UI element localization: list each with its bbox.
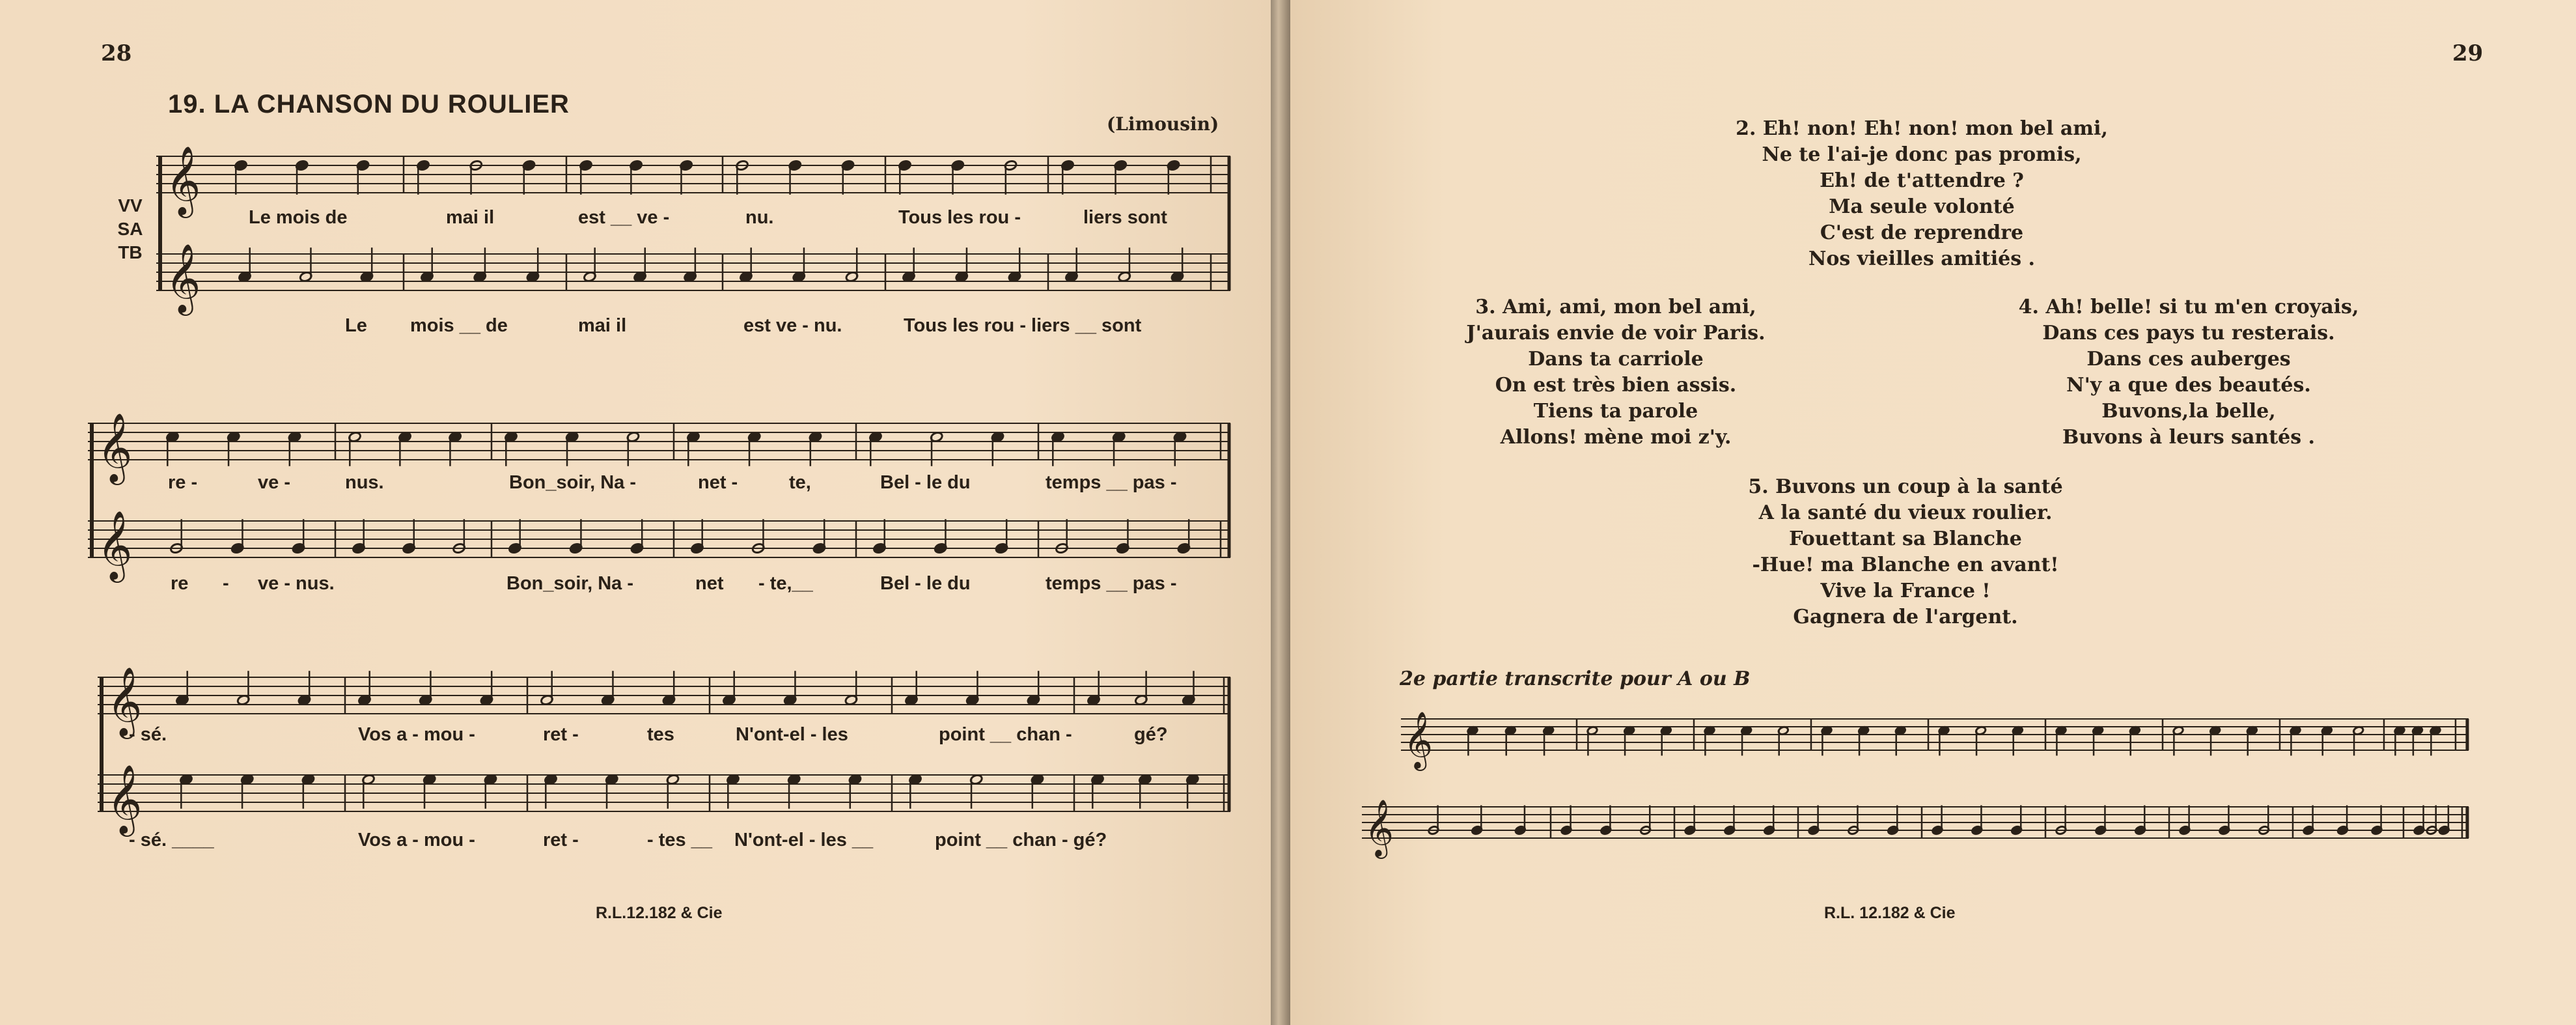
lyric-s3-upper-4: tes bbox=[647, 724, 674, 745]
verse-line: Buvons à leurs santés . bbox=[2062, 426, 2315, 449]
verse-line: 2. Eh! non! Eh! non! mon bel ami, bbox=[1736, 117, 2108, 140]
verse-line: Tiens ta parole bbox=[1533, 400, 1698, 423]
transcription-staff-2 bbox=[1362, 798, 2469, 856]
verse-line: N'y a que des beautés. bbox=[2066, 374, 2311, 397]
lyric-s2-lower-6: - te,__ bbox=[758, 573, 813, 594]
lyric-s2-lower-4: Bon_soir, Na - bbox=[506, 573, 633, 594]
lyric-s3-lower-3: ret - bbox=[543, 830, 579, 850]
verse-4 bbox=[1980, 294, 2397, 451]
treble-clef-icon: 𝄞 bbox=[107, 764, 143, 834]
song-title bbox=[168, 90, 570, 119]
lyric-s2-lower-5: net bbox=[695, 573, 724, 594]
verse-line: Nos vieilles amitiés . bbox=[1808, 247, 2035, 270]
lyric-s2-upper-3: nus. bbox=[345, 472, 384, 493]
lyric-s2-upper-7: Bel - le du bbox=[880, 472, 971, 493]
treble-clef-icon: 𝄞 bbox=[107, 666, 143, 736]
verse-line: 5. Buvons un coup à la santé bbox=[1748, 475, 2063, 498]
verse-line: Fouettant sa Blanche bbox=[1789, 527, 2022, 550]
lyric-s3-upper-5: N'ont-el - les bbox=[736, 724, 848, 745]
verse-line: -Hue! ma Blanche en avant! bbox=[1752, 554, 2059, 576]
verse-line: A la santé du vieux roulier. bbox=[1758, 501, 2053, 524]
lyric-s1-lower-1: Le bbox=[345, 315, 367, 336]
lyric-s3-upper-2: Vos a - mou - bbox=[358, 724, 475, 745]
treble-clef-icon: 𝄞 bbox=[97, 412, 133, 482]
lyric-s1-upper-6: liers sont bbox=[1083, 207, 1167, 228]
book-gutter bbox=[1271, 0, 1290, 1025]
lyric-s1-upper-3: est __ ve - bbox=[578, 207, 670, 228]
verse-line: On est très bien assis. bbox=[1495, 374, 1737, 397]
lyric-s3-upper-3: ret - bbox=[543, 724, 579, 745]
footer-left: R.L.12.182 & Cie bbox=[596, 904, 723, 922]
verse-line: Allons! mène moi z'y. bbox=[1500, 426, 1732, 449]
left-page bbox=[0, 0, 1271, 1025]
verse-line: Buvons,la belle, bbox=[2101, 400, 2276, 423]
verse-line: Dans ces auberges bbox=[2086, 348, 2291, 371]
lyric-s3-lower-6: point __ chan - gé? bbox=[935, 830, 1107, 850]
lyric-s3-upper-6: point __ chan - bbox=[939, 724, 1072, 745]
song-number: 19. bbox=[168, 90, 206, 119]
system-3-staves bbox=[98, 664, 1230, 834]
treble-clef-icon: 𝄞 bbox=[1364, 798, 1394, 856]
lyric-s2-lower-7: Bel - le du bbox=[880, 573, 971, 594]
lyric-s3-lower-4: - tes __ bbox=[647, 830, 712, 850]
lyric-s2-upper-5: net - bbox=[698, 472, 738, 493]
verse-line: Dans ta carriole bbox=[1528, 348, 1704, 371]
lyric-s3-lower-1: - sé. ____ bbox=[129, 830, 214, 850]
verse-5 bbox=[1697, 474, 2114, 630]
lyric-s3-upper-1: - sé. bbox=[129, 724, 167, 745]
transcription-caption: 2e partie transcrite pour A ou B bbox=[1400, 667, 1751, 690]
lyric-s3-lower-5: N'ont-el - les __ bbox=[734, 830, 874, 850]
lyric-s3-lower-2: Vos a - mou - bbox=[358, 830, 475, 850]
treble-clef-icon: 𝄞 bbox=[1404, 710, 1433, 768]
verse-line: Dans ces pays tu resterais. bbox=[2042, 322, 2335, 344]
treble-clef-icon: 𝄞 bbox=[165, 145, 201, 215]
verse-line: Vive la France ! bbox=[1820, 580, 1991, 602]
right-page bbox=[1290, 0, 2576, 1025]
page-number-right: 29 bbox=[2452, 40, 2484, 66]
verse-line: 4. Ah! belle! si tu m'en croyais, bbox=[2018, 296, 2359, 318]
verse-line: J'aurais envie de voir Paris. bbox=[1466, 322, 1766, 344]
verse-line: Gagnera de l'argent. bbox=[1793, 606, 2018, 628]
verse-line: C'est de reprendre bbox=[1820, 221, 2024, 244]
voice-label-tb: TB bbox=[118, 242, 143, 262]
transcription-staff-1 bbox=[1401, 710, 2469, 768]
lyric-s2-lower-1: re bbox=[171, 573, 189, 594]
lyric-s1-lower-4: est ve - nu. bbox=[743, 315, 842, 336]
verse-line: Eh! de t'attendre ? bbox=[1820, 169, 2024, 192]
verse-line: 3. Ami, ami, mon bel ami, bbox=[1475, 296, 1756, 318]
lyric-s2-lower-3: ve - nus. bbox=[258, 573, 335, 594]
lyric-s1-lower-5: Tous les rou - liers __ sont bbox=[904, 315, 1142, 336]
voice-labels bbox=[109, 194, 151, 264]
lyric-s2-upper-6: te, bbox=[789, 472, 811, 493]
lyric-s1-upper-2: mai il bbox=[446, 207, 495, 228]
footer-right: R.L. 12.182 & Cie bbox=[1824, 904, 1956, 922]
verse-2 bbox=[1707, 116, 2137, 272]
lyric-s2-lower-2: - bbox=[223, 573, 229, 594]
verse-line: Ne te l'ai-je donc pas promis, bbox=[1762, 143, 2082, 166]
region-label: (Limousin) bbox=[1107, 113, 1219, 135]
lyric-s2-upper-2: ve - bbox=[258, 472, 290, 493]
treble-clef-icon: 𝄞 bbox=[165, 243, 201, 313]
voice-label-sa: SA bbox=[117, 219, 143, 239]
verse-line: Ma seule volonté bbox=[1829, 195, 2015, 218]
lyric-s2-upper-1: re - bbox=[168, 472, 198, 493]
lyric-s1-upper-1: Le mois de bbox=[249, 207, 348, 228]
song-title-text: LA CHANSON DU ROULIER bbox=[214, 90, 570, 119]
lyric-s1-lower-3: mai il bbox=[578, 315, 627, 336]
lyric-s2-upper-4: Bon_soir, Na - bbox=[509, 472, 636, 493]
verse-3 bbox=[1414, 294, 1818, 451]
lyric-s3-upper-7: gé? bbox=[1134, 724, 1168, 745]
system-2-staves bbox=[88, 410, 1230, 580]
lyric-s2-lower-8: temps __ pas - bbox=[1046, 573, 1177, 594]
lyric-s1-upper-4: nu. bbox=[745, 207, 774, 228]
page-number-left: 28 bbox=[101, 40, 132, 66]
voice-label-vv: VV bbox=[118, 195, 143, 216]
lyric-s2-upper-8: temps __ pas - bbox=[1046, 472, 1177, 493]
lyric-s1-upper-5: Tous les rou - bbox=[898, 207, 1021, 228]
treble-clef-icon: 𝄞 bbox=[97, 510, 133, 580]
lyric-s1-lower-2: mois __ de bbox=[410, 315, 508, 336]
